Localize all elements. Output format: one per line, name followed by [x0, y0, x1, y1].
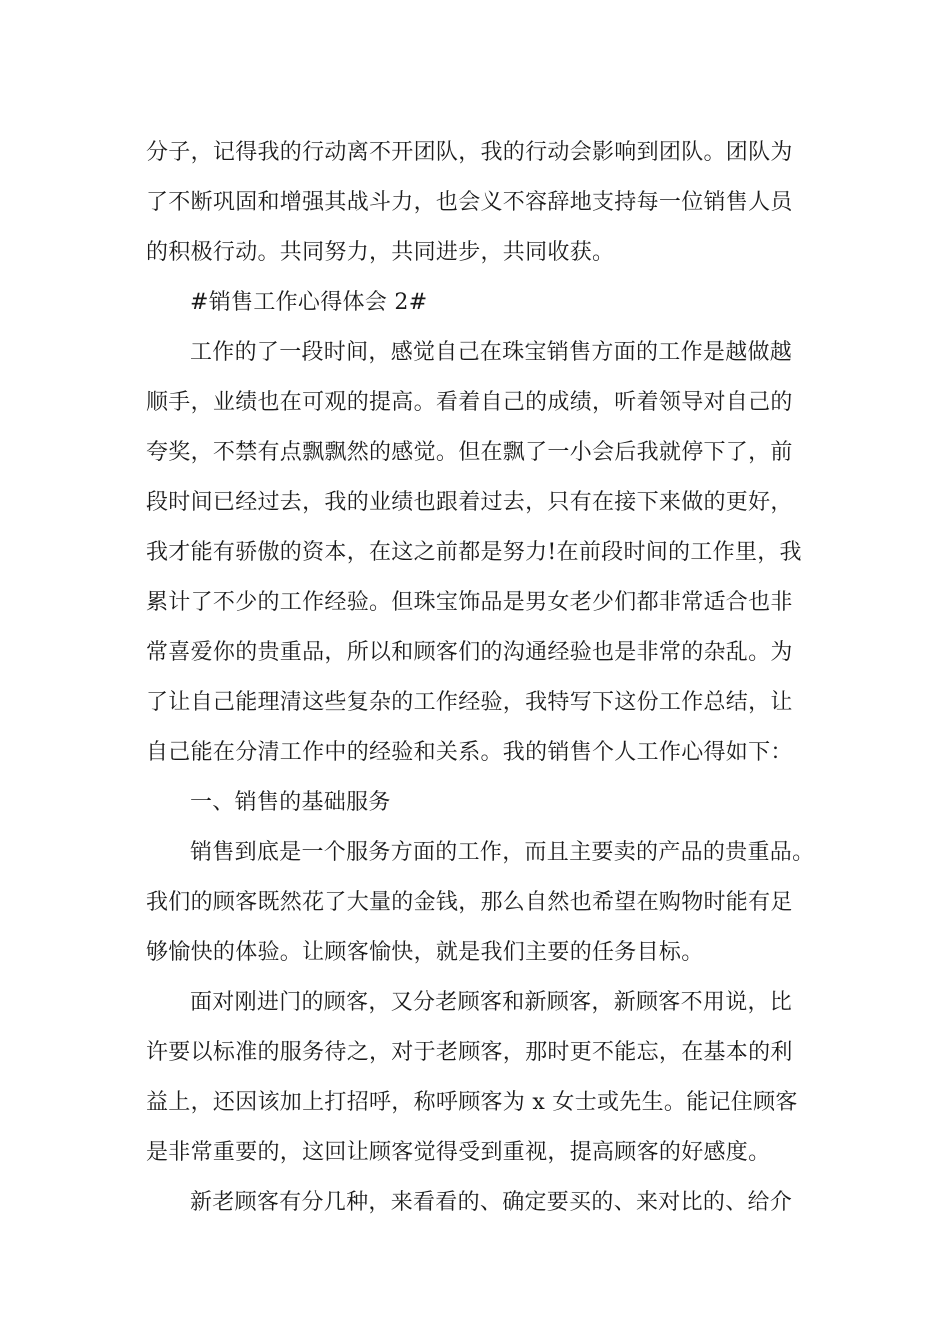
text-line: 我才能有骄傲的资本，在这之前都是努力!在前段时间的工作里，我 [146, 540, 802, 565]
text-line: 工作的了一段时间，感觉自己在珠宝销售方面的工作是越做越 [190, 340, 793, 365]
text-line: 是非常重要的，这回让顾客觉得受到重视，提高顾客的好感度。 [146, 1140, 771, 1165]
text-line: 够愉快的体验。让顾客愉快，就是我们主要的任务目标。 [146, 940, 704, 965]
text-line: 销售到底是一个服务方面的工作，而且主要卖的产品的贵重品。 [190, 840, 815, 865]
text-line: 面对刚进门的顾客，又分老顾客和新顾客，新顾客不用说，比 [190, 990, 793, 1015]
text-line: 分子，记得我的行动离不开团队，我的行动会影响到团队。团队为 [146, 140, 793, 165]
text-line: 了让自己能理清这些复杂的工作经验，我特写下这份工作总结，让 [146, 690, 793, 715]
section-heading: #销售工作心得体会 2# [190, 290, 428, 315]
text-line: 段时间已经过去，我的业绩也跟着过去，只有在接下来做的更好， [146, 490, 793, 515]
text-line: 夸奖，不禁有点飘飘然的感觉。但在飘了一小会后我就停下了，前 [146, 440, 793, 465]
text-line: 顺手，业绩也在可观的提高。看着自己的成绩，听着领导对自己的 [146, 390, 793, 415]
text-line: 新老顾客有分几种，来看看的、确定要买的、来对比的、给介 [190, 1190, 793, 1215]
text-line: 常喜爱你的贵重品，所以和顾客们的沟通经验也是非常的杂乱。为 [146, 640, 793, 665]
text-line: 自己能在分清工作中的经验和关系。我的销售个人工作心得如下： [146, 740, 793, 765]
text-line: 许要以标准的服务待之，对于老顾客，那时更不能忘，在基本的利 [146, 1040, 793, 1065]
text-line: 益上，还因该加上打招呼，称呼顾客为 x 女士或先生。能记住顾客 [146, 1090, 798, 1115]
document-body [146, 128, 816, 1228]
text-line: 的积极行动。共同努力，共同进步，共同收获。 [146, 240, 615, 265]
text-line: 我们的顾客既然花了大量的金钱，那么自然也希望在购物时能有足 [146, 890, 793, 915]
text-line: 累计了不少的工作经验。但珠宝饰品是男女老少们都非常适合也非 [146, 590, 793, 615]
text-line: 了不断巩固和增强其战斗力，也会义不容辞地支持每一位销售人员 [146, 190, 793, 215]
subsection-heading: 一、销售的基础服务 [190, 790, 391, 815]
